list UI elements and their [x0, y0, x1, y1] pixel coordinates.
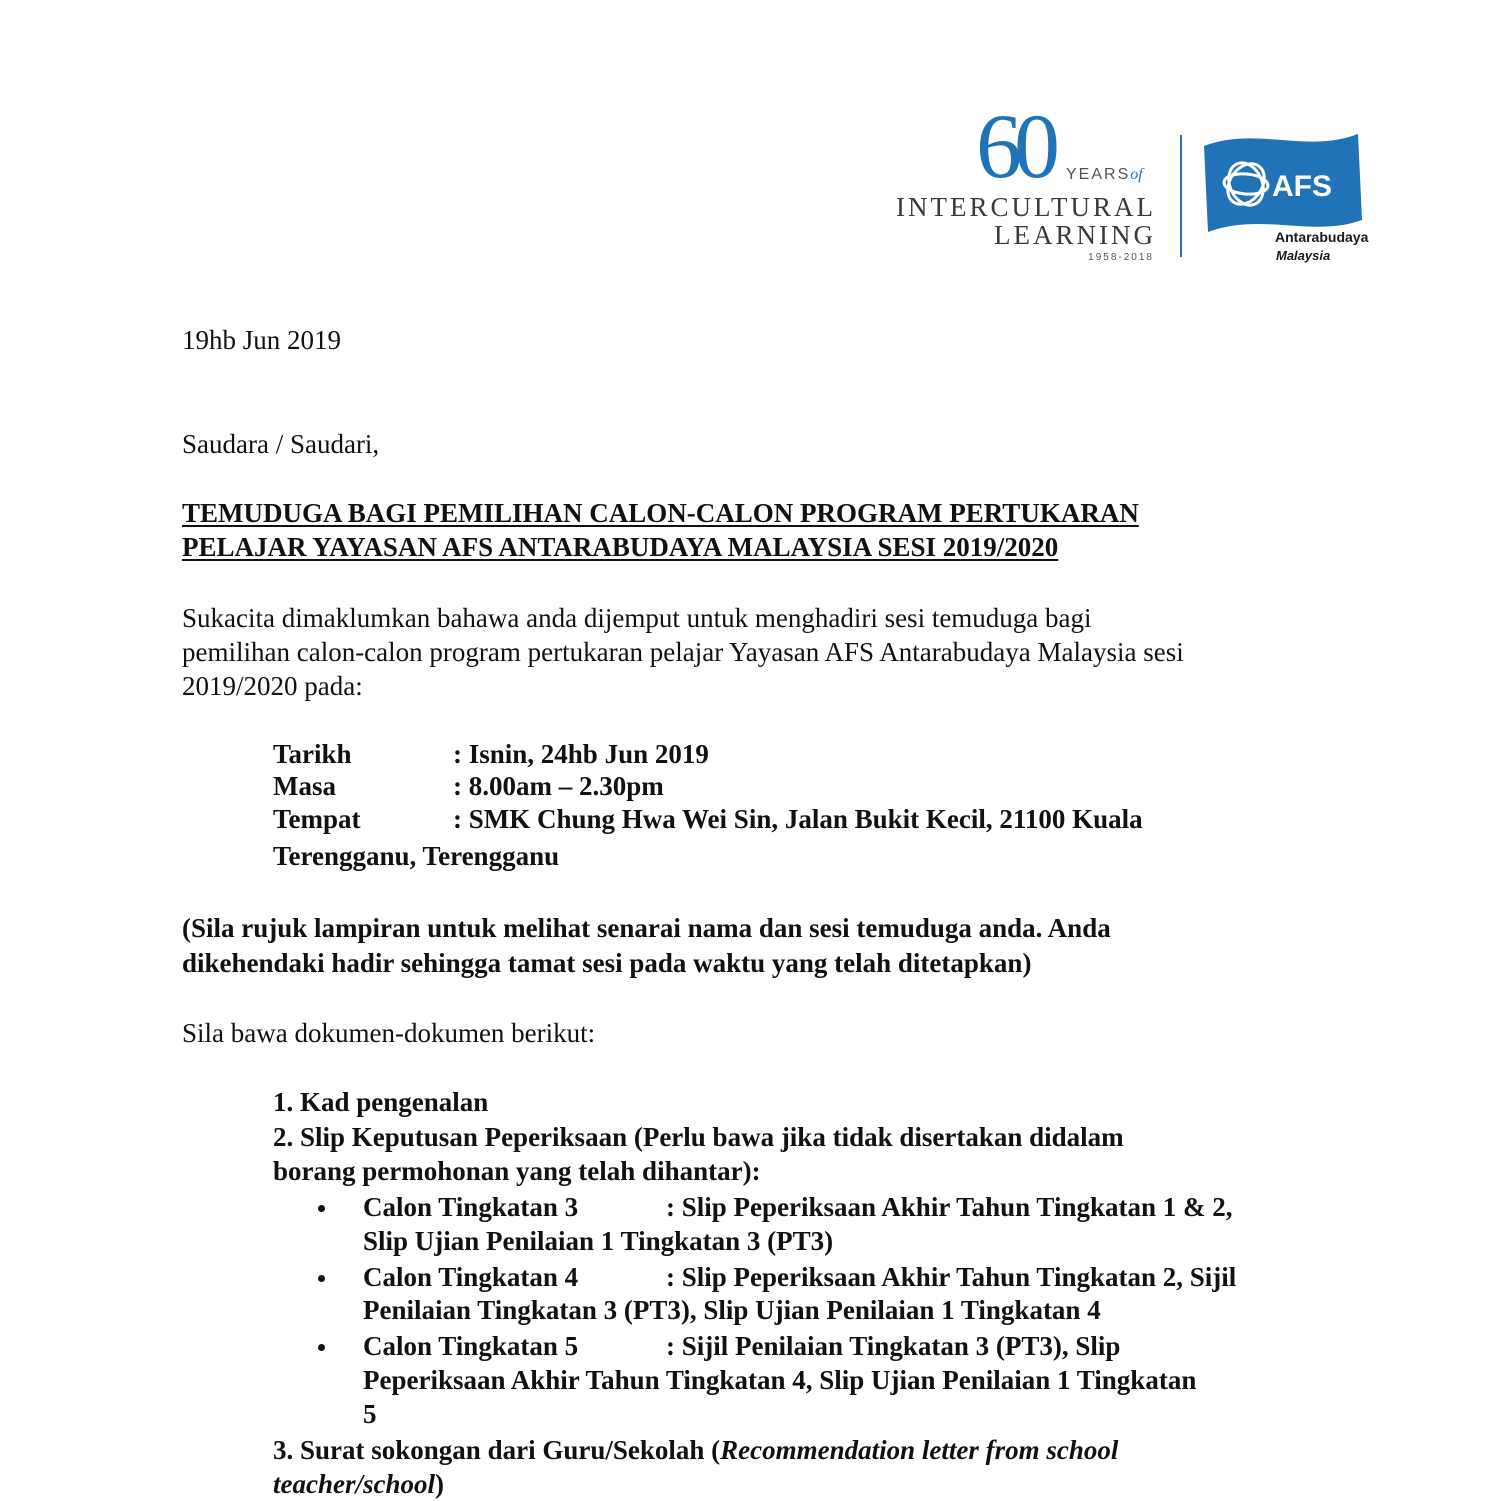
afs-name: Antarabudaya [1275, 229, 1369, 245]
logo-year-span: 1958-2018 [1088, 252, 1154, 263]
detail-place-label: Tempat [273, 804, 361, 834]
bullet-form5-text: : Sijil Penilaian Tingkatan 3 (PT3), Slip [666, 1331, 1121, 1361]
afs-country: Malaysia [1276, 248, 1331, 263]
list-item-2-line-1: 2. Slip Keputusan Peperiksaan (Perlu bawa jika tidak disertakan didalam [273, 1122, 1124, 1152]
detail-place-value: : SMK Chung Hwa Wei Sin, Jalan Bukit Kecil, 21100 Kuala [453, 804, 1143, 834]
bullet-form4-label: Calon Tingkatan 4 [363, 1262, 579, 1292]
detail-date-value: : Isnin, 24hb Jun 2019 [453, 739, 709, 769]
list-item-3-line-1 [273, 1433, 1118, 1467]
detail-time [273, 769, 664, 803]
bullet-dot [318, 1205, 325, 1212]
afs-flag-logo [1196, 128, 1366, 238]
bullet-form4-line-2: Penilaian Tingkatan 3 (PT3), Slip Ujian Penilaian 1 Tingkatan 4 [363, 1295, 1101, 1325]
bullet-form4-line-1 [363, 1260, 1236, 1294]
logo-sixty: 60 [976, 95, 1052, 197]
bullet-form3-line-2: Slip Ujian Penilaian 1 Tingkatan 3 (PT3) [363, 1226, 834, 1256]
salutation: Saudara / Saudari, [182, 429, 380, 459]
intro-line-3: 2019/2020 pada: [182, 671, 363, 701]
bullet-dot [318, 1275, 325, 1282]
list-item-3-prefix: 3. Surat sokongan dari Guru/Sekolah ( [273, 1435, 721, 1465]
anniversary-logo [896, 95, 1162, 270]
detail-date-label: Tarikh [273, 739, 352, 769]
afs-mark-text: AFS [1272, 170, 1332, 203]
logo-years-text: YEARS [1066, 166, 1131, 183]
note-line-1: (Sila rujuk lampiran untuk melihat senarai nama dan sesi temuduga anda. Anda [182, 913, 1111, 943]
detail-place [273, 802, 1143, 836]
list-item-2-line-2: borang permohonan yang telah dihantar): [273, 1156, 761, 1186]
detail-place-line-2: Terengganu, Terengganu [273, 841, 560, 871]
list-item-3-suffix: ) [435, 1469, 444, 1499]
bullet-form5-line-3: 5 [363, 1399, 377, 1429]
list-item-3-line-2 [273, 1467, 444, 1501]
logo-divider [1180, 135, 1182, 257]
bullet-form3-label: Calon Tingkatan 3 [363, 1192, 579, 1222]
letter-date: 19hb Jun 2019 [182, 325, 342, 355]
logo-of-text: of [1130, 166, 1143, 183]
bullet-form3-text: : Slip Peperiksaan Akhir Tahun Tingkatan 1 & 2, [666, 1192, 1233, 1222]
intro-line-2: pemilihan calon-calon program pertukaran pelajar Yayasan AFS Antarabudaya Malaysia sesi [182, 637, 1184, 667]
bullet-form3-line-1 [363, 1190, 1232, 1224]
subject-line-2: PELAJAR YAYASAN AFS ANTARABUDAYA MALAYSIA SESI 2019/2020 [182, 532, 1059, 562]
note-line-2: dikehendaki hadir sehingga tamat sesi pada waktu yang telah ditetapkan) [182, 948, 1032, 978]
documents-intro: Sila bawa dokumen-dokumen berikut: [182, 1018, 596, 1048]
intro-line-1: Sukacita dimaklumkan bahawa anda dijemput untuk menghadiri sesi temuduga bagi [182, 603, 1092, 633]
bullet-form5-line-2: Peperiksaan Akhir Tahun Tingkatan 4, Slip Ujian Penilaian 1 Tingkatan [363, 1365, 1197, 1395]
bullet-dot [318, 1344, 325, 1351]
logo-years [1066, 166, 1143, 184]
detail-time-value: : 8.00am – 2.30pm [453, 771, 664, 801]
bullet-form5-line-1 [363, 1329, 1120, 1363]
list-item-3-italic-2: teacher/school [273, 1469, 435, 1499]
list-item-3-italic-1: Recommendation letter from school [720, 1435, 1119, 1465]
bullet-form4-text: : Slip Peperiksaan Akhir Tahun Tingkatan 2, Sijil [666, 1262, 1237, 1292]
list-item-1: 1. Kad pengenalan [273, 1087, 489, 1117]
logo-intercultural: INTERCULTURAL [896, 192, 1156, 222]
subject-line-1: TEMUDUGA BAGI PEMILIHAN CALON-CALON PROGRAM PERTUKARAN [182, 498, 1139, 528]
bullet-form5-label: Calon Tingkatan 5 [363, 1331, 579, 1361]
detail-time-label: Masa [273, 771, 336, 801]
logo-learning: LEARNING [994, 220, 1156, 250]
detail-date [273, 737, 709, 771]
